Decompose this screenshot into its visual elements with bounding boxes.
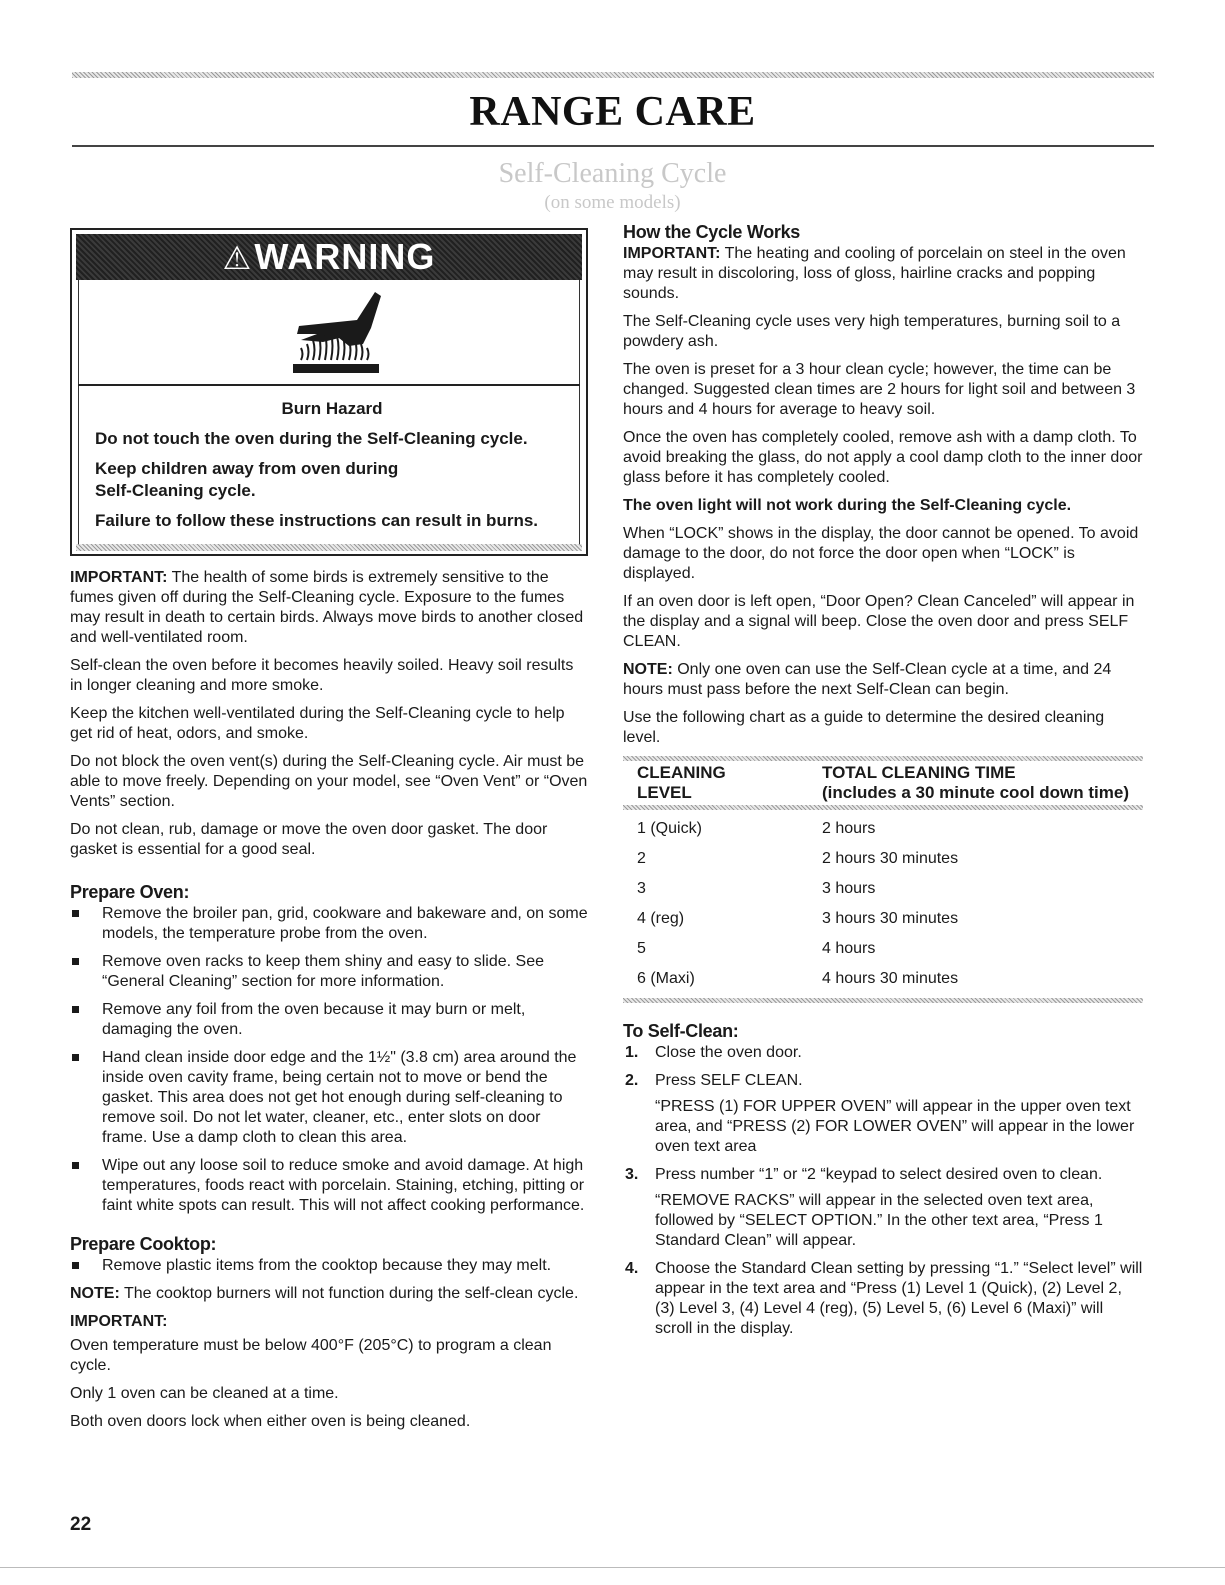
to-self-clean-heading: To Self-Clean: [623, 1021, 739, 1041]
table-row [623, 934, 1143, 964]
warning-line: Keep children away from oven during Self-Cleaning cycle. [95, 459, 399, 500]
paragraph: The oven is preset for a 3 hour clean cycle; however, the time can be changed. Suggested clean times are 2 hours for light soil and between 3 hours and 4 hours for average to heavy soil. [623, 361, 1136, 418]
level-cell: 2 [637, 850, 646, 867]
prepare-cooktop-heading: Prepare Cooktop: [70, 1234, 217, 1254]
page-title: RANGE CARE [469, 89, 756, 135]
bullet-icon [72, 910, 79, 917]
table-row [623, 814, 1143, 844]
paragraph: Do not block the oven vent(s) during the Self-Cleaning cycle. Air must be able to move freely. Depending on your model, see “Oven Vent” or “Oven Vents” section. [70, 753, 588, 810]
table-bottom-rule [623, 998, 1143, 1003]
header-text: TOTAL CLEANING TIME [822, 763, 1016, 782]
level-cell: 6 (Maxi) [637, 970, 695, 987]
title-divider [72, 145, 1154, 147]
note-paragraph [623, 660, 1143, 700]
paragraph: Only 1 oven can be cleaned at a time. [70, 1385, 339, 1402]
top-decorative-rule [72, 72, 1154, 78]
step-number: 1. [625, 1044, 639, 1061]
note-paragraph [70, 1284, 590, 1304]
note-label: NOTE: [623, 661, 673, 678]
step-number: 4. [625, 1260, 639, 1277]
table-header-col1 [623, 763, 822, 803]
paragraph: Keep the kitchen well-ventilated during the Self-Cleaning cycle to help get rid of heat, odors, and smoke. [70, 705, 565, 742]
important-text: The heating and cooling of porcelain on steel in the oven may result in discoloring, loss of gloss, hairline cracks and popping sounds. [623, 245, 1126, 302]
note-text: The cooktop burners will not function during the self-clean cycle. [119, 1285, 579, 1302]
warning-text [95, 398, 569, 540]
paragraph: The Self-Cleaning cycle uses very high temperatures, burning soil to a powdery ash. [623, 313, 1121, 350]
warning-box [70, 228, 588, 556]
paragraph: Both oven doors lock when either oven is being cleaned. [70, 1413, 471, 1430]
table-header [623, 761, 1143, 805]
level-cell: 1 (Quick) [637, 820, 702, 837]
table-row [623, 874, 1143, 904]
step-text: “PRESS (1) FOR UPPER OVEN” will appear in the upper oven text area, and “PRESS (2) FOR LOWER OVEN” will appear in the lower oven text area [655, 1098, 1135, 1155]
list-item [70, 1156, 590, 1216]
important-label: IMPORTANT: [70, 1313, 168, 1330]
list-item-text: Remove any foil from the oven because it may burn or melt, damaging the oven. [102, 1001, 526, 1038]
level-cell: 3 [637, 880, 646, 897]
step-text: Press SELF CLEAN. [655, 1072, 803, 1089]
step-text: “REMOVE RACKS” will appear in the selected oven text area, followed by “SELECT OPTION.” In the other text area, “Press 1 Standard Clean” will appear. [655, 1192, 1103, 1249]
step-number: 2. [625, 1072, 639, 1089]
paragraph: Self-clean the oven before it becomes heavily soiled. Heavy soil results in longer cleaning and more smoke. [70, 657, 574, 694]
bottom-rule [0, 1567, 1225, 1568]
list-item-text: Remove oven racks to keep them shiny and easy to slide. See “General Cleaning” section for more information. [102, 953, 545, 990]
warning-bottom-rule [76, 544, 582, 551]
page-number: 22 [70, 1514, 92, 1535]
important-paragraph [623, 244, 1143, 304]
warning-header-label: WARNING [254, 236, 436, 277]
prepare-oven-list [70, 904, 590, 1216]
list-item [70, 952, 590, 992]
bullet-icon [72, 1006, 79, 1013]
step-item [623, 1165, 1143, 1251]
header-text: (includes a 30 minute cool down time) [822, 783, 1129, 802]
cleaning-level-table [623, 756, 1143, 1003]
burn-hazard-hand-icon [279, 286, 389, 378]
warning-divider [78, 384, 580, 386]
time-cell: 2 hours [822, 820, 876, 837]
list-item-text: Hand clean inside door edge and the 1½" (3.8 cm) area around the inside oven cavity frame, being certain not to move or bend the gasket. This area does not get hot enough during self-cleaning to remove soil. Do not let water, cleaner, etc., enter slots on door frame. Use a damp cloth to clean this area. [102, 1049, 577, 1146]
list-item-text: Remove plastic items from the cooktop because they may melt. [102, 1257, 552, 1274]
important-label: IMPORTANT: [623, 245, 721, 262]
note-text: Only one oven can use the Self-Clean cycle at a time, and 24 hours must pass before the next Self-Clean can begin. [623, 661, 1112, 698]
list-item-text: Remove the broiler pan, grid, cookware and bakeware and, on some models, the temperature probe from the oven. [102, 905, 588, 942]
how-cycle-works-heading: How the Cycle Works [623, 222, 801, 242]
warning-line: Do not touch the oven during the Self-Cleaning cycle. [95, 429, 528, 448]
time-cell: 4 hours 30 minutes [822, 970, 959, 987]
time-cell: 3 hours 30 minutes [822, 910, 959, 927]
header-text: CLEANING [637, 763, 726, 782]
list-item [70, 1256, 590, 1276]
paragraph: When “LOCK” shows in the display, the door cannot be opened. To avoid damage to the door, do not force the door open when “LOCK” is displayed. [623, 525, 1139, 582]
table-row [623, 844, 1143, 874]
list-item-text: Wipe out any loose soil to reduce smoke and avoid damage. At high temperatures, foods react with porcelain. Staining, etching, pitting or faint white spots can result. This will not affect cooking performance. [102, 1157, 585, 1214]
time-cell: 2 hours 30 minutes [822, 850, 959, 867]
oven-light-note: The oven light will not work during the Self-Cleaning cycle. [623, 497, 1072, 514]
bullet-icon [72, 958, 79, 965]
important-text: The health of some birds is extremely sensitive to the fumes given off during the Self-Cleaning cycle. Exposure to the fumes may result in death to certain birds. Always move birds to another closed and well-ventilated room. [70, 569, 584, 646]
list-item [70, 904, 590, 944]
list-item [70, 1048, 590, 1148]
step-text: Press number “1” or “2 “keypad to select desired oven to clean. [655, 1166, 1103, 1183]
section-subtitle: (on some models) [544, 192, 681, 213]
right-column [623, 222, 1143, 1347]
step-text: Choose the Standard Clean setting by pressing “1.” “Select level” will appear in the text area and “Press (1) Level 1 (Quick), (2) Level 2, (3) Level 3, (4) Level 4 (reg), (5) Level 5, (6) Level 6 (Maxi)” will scroll in the display. [655, 1260, 1143, 1337]
step-number: 3. [625, 1166, 639, 1183]
prepare-oven-heading: Prepare Oven: [70, 882, 190, 902]
table-header-col2 [822, 763, 1143, 803]
bullet-icon [72, 1054, 79, 1061]
header-text: LEVEL [637, 783, 692, 802]
hazard-title: Burn Hazard [281, 399, 383, 418]
step-item [623, 1043, 1143, 1063]
bullet-icon [72, 1162, 79, 1169]
paragraph: Oven temperature must be below 400°F (205°C) to program a clean cycle. [70, 1337, 552, 1374]
self-clean-steps [623, 1043, 1143, 1339]
important-paragraph [70, 568, 590, 648]
warning-inner [78, 280, 580, 544]
prepare-cooktop-list [70, 1256, 590, 1276]
note-label: NOTE: [70, 1285, 120, 1302]
paragraph: Once the oven has completely cooled, remove ash with a damp cloth. To avoid breaking the glass, do not apply a cool damp cloth to the inner door glass before it has completely cooled. [623, 429, 1143, 486]
left-column [70, 568, 590, 1440]
step-item [623, 1259, 1143, 1339]
list-item [70, 1000, 590, 1040]
paragraph: If an oven door is left open, “Door Open? Clean Canceled” will appear in the display and a signal will beep. Close the oven door and press SELF CLEAN. [623, 593, 1135, 650]
important-label: IMPORTANT: [70, 569, 168, 586]
step-text: Close the oven door. [655, 1044, 802, 1061]
warning-triangle-icon: ⚠ [222, 240, 253, 276]
table-body [623, 810, 1143, 998]
step-item [623, 1071, 1143, 1157]
warning-line: Failure to follow these instructions can result in burns. [95, 511, 539, 530]
time-cell: 4 hours [822, 940, 876, 957]
level-cell: 4 (reg) [637, 910, 685, 927]
table-row [623, 964, 1143, 994]
time-cell: 3 hours [822, 880, 876, 897]
table-row [623, 904, 1143, 934]
paragraph: Do not clean, rub, damage or move the oven door gasket. The door gasket is essential for a good seal. [70, 821, 548, 858]
level-cell: 5 [637, 940, 646, 957]
warning-header [76, 234, 582, 280]
section-title: Self-Cleaning Cycle [498, 158, 727, 189]
paragraph: Use the following chart as a guide to determine the desired cleaning level. [623, 709, 1105, 746]
bullet-icon [72, 1262, 79, 1269]
